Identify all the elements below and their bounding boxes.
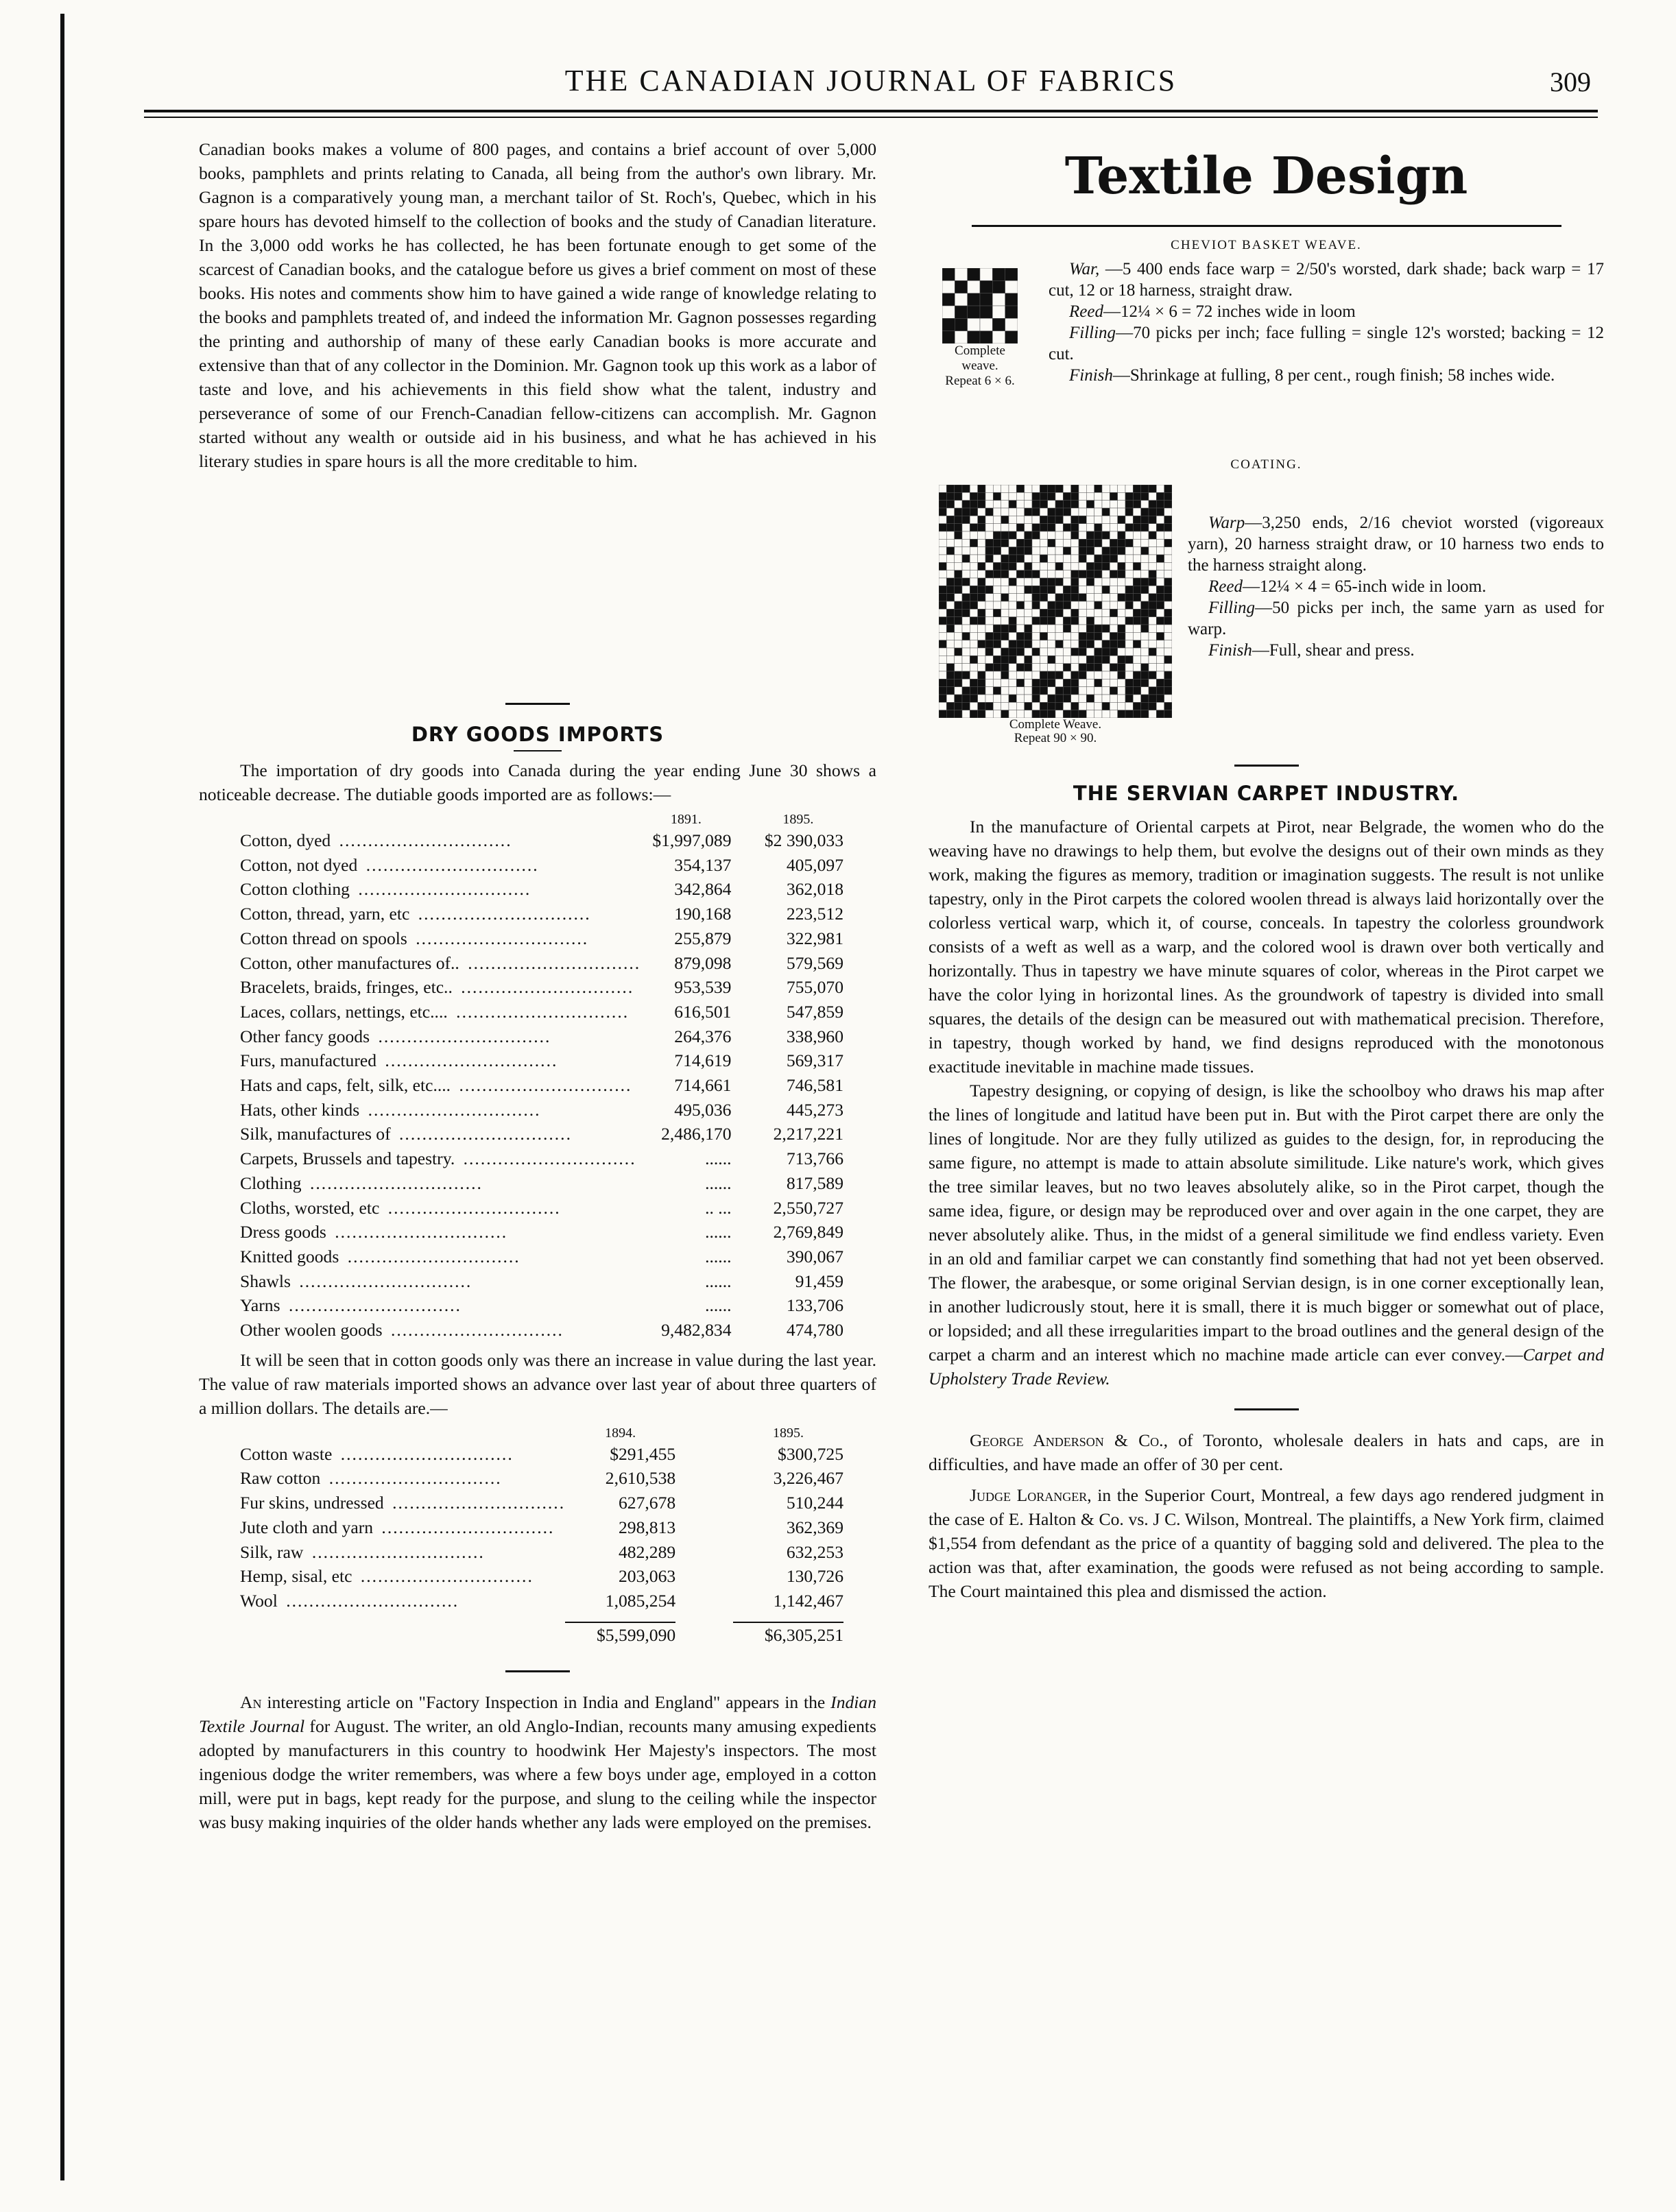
table-row bbox=[240, 1564, 843, 1589]
table-row bbox=[240, 1024, 843, 1049]
table-row bbox=[240, 1293, 843, 1318]
coating-weave-icon bbox=[939, 485, 1172, 718]
spec-line bbox=[1049, 301, 1604, 322]
anderson-paragraph bbox=[929, 1428, 1604, 1476]
table-row bbox=[240, 1318, 843, 1343]
table-row bbox=[240, 1196, 843, 1221]
table-row bbox=[240, 1540, 843, 1565]
table-item bbox=[240, 902, 641, 926]
table-value: 322,981 bbox=[786, 928, 843, 948]
table-row bbox=[240, 1466, 843, 1491]
spec-text: —50 picks per inch, the same yarn as used for warp. bbox=[1188, 599, 1604, 638]
table-row bbox=[240, 1000, 843, 1024]
table-item bbox=[240, 828, 641, 853]
year-header: 1895. bbox=[782, 812, 814, 827]
page-binding-edge bbox=[60, 14, 64, 2180]
spec-line bbox=[1188, 597, 1604, 640]
item-label: Hats and caps, felt, silk, etc.... bbox=[240, 1075, 453, 1095]
cheviot-heading: CHEVIOT BASKET WEAVE. bbox=[1171, 238, 1362, 252]
table-value: 755,070 bbox=[786, 977, 843, 998]
table-year-row bbox=[240, 810, 843, 828]
spec-label: Filling bbox=[1208, 599, 1256, 617]
dry-goods-table bbox=[240, 810, 843, 1343]
item-label: Cotton, not dyed bbox=[240, 855, 360, 875]
anderson-lead: George Anderson & Co. bbox=[970, 1430, 1164, 1450]
item-label: Other woolen goods bbox=[240, 1320, 385, 1340]
table-row bbox=[240, 926, 843, 951]
table-value: 3,226,467 bbox=[773, 1468, 843, 1489]
table-value: .. ... bbox=[705, 1197, 732, 1218]
table-value: 569,317 bbox=[786, 1050, 843, 1071]
spec-text: —70 picks per inch; face fulling = single 12's worsted; backing = 12 cut. bbox=[1049, 324, 1604, 363]
table-row bbox=[240, 853, 843, 878]
table-item bbox=[240, 1491, 565, 1515]
dot-leader: .............................. bbox=[372, 1026, 551, 1046]
header-rule-thin bbox=[144, 117, 1598, 118]
item-label: Hats, other kinds bbox=[240, 1100, 362, 1120]
spec-text: —12¼ × 4 = 65-inch wide in loom. bbox=[1242, 577, 1487, 596]
dot-leader: .............................. bbox=[462, 952, 641, 973]
table-item bbox=[240, 1589, 565, 1613]
spec-text: —3,250 ends, 2/16 cheviot worsted (vigoreaux yarn), 20 harness straight draw, or 10 harness two ends to the harness straight along. bbox=[1188, 514, 1604, 575]
caption-line: Repeat 90 × 90. bbox=[1014, 731, 1097, 745]
table-value: 354,137 bbox=[674, 854, 732, 875]
total-1894: $5,599,090 bbox=[565, 1622, 675, 1648]
table-value: 130,726 bbox=[786, 1566, 843, 1587]
loranger-lead: Judge Loranger bbox=[970, 1485, 1088, 1505]
spec-line bbox=[1188, 512, 1604, 576]
right-column bbox=[929, 137, 1604, 1603]
cheviot-caption bbox=[929, 344, 1031, 389]
dot-leader: .............................. bbox=[455, 977, 634, 998]
table-value: 495,036 bbox=[674, 1099, 732, 1120]
caption-line: Complete bbox=[955, 344, 1005, 358]
year-header: 1891. bbox=[670, 812, 702, 827]
table-item bbox=[240, 1220, 641, 1245]
table-value: 953,539 bbox=[674, 977, 732, 998]
dry-goods-intro: The importation of dry goods into Canada during the year ending June 30 shows a noticeable decrease. The dutiable goods imported are as follows:— bbox=[199, 760, 876, 804]
table-value: 474,780 bbox=[786, 1320, 843, 1341]
servian-text: Tapestry designing, or copying of design, is like the schoolboy who draws his map after the lines of longitude and latitud have been put in. But with the Pirot carpet there are only the lines of longitude. Nor are they fully utilized as guides to the design, for, in reproducing the same figure, no attempt is made to attain absolute similitude. Like nature's work, which gives the tree similar leaves, but no two leaves absolutely alike, so in the Pirot carpet, though the same idea, figure, or design may be reproduced over and over again in the one carpet, they are never absolutely alike. Thus, in the midst of a general similitude we find endless variety. Even in an old and familiar carpet we can constantly find something that had not yet been observed. The flower, the arabesque, or some original Servian design, is in one corner exceptionally lean, in another ludicrously stout, here it is small, there it is much bigger or somewhat out of place, or lopsided; and all these irregularities impart to the broad outlines and the general design of the carpet a charm and an interest which no machine made article can ever convey.— bbox=[929, 1081, 1604, 1365]
spec-label: Warp bbox=[1208, 514, 1245, 532]
table-item bbox=[240, 1466, 565, 1491]
table-row bbox=[240, 1073, 843, 1098]
intro-paragraph: Canadian books makes a volume of 800 pages, and contains a brief account of over 5,000 books, pamphlets and prints relating to Canada, all being from the author's own library. Mr. Gagnon is a comparatively young man, a merchant tailor of St. Roch's, Quebec, which in his spare hours has devoted himself to the collection of books and the study of Canadian literature. In the 3,000 odd works he has collected, he has been fortunate enough to get some of the scarcest of Canadian books, and the catalogue before us gives a brief comment on most of these books. His notes and comments show him to have gained a wide range of knowledge relating to the books and pamphlets treated of, and indeed the information Mr. Gagnon possesses regarding the printing and authorship of many of these early Canadian books is more accurate and extensive than that of any collector in the Dominion. Mr. Gagnon took up this work as a labor of taste and love, and his achievements in this field show what the talent, industry and perseverance of some of our French-Canadian fellow-citizens can accomplish. Mr. Gagnon started without any wealth or outside aid in his business, and what he has achieved in his literary studies in spare hours is all the more creditable to him. bbox=[199, 139, 876, 471]
item-label: Yarns bbox=[240, 1295, 283, 1315]
dot-leader: .............................. bbox=[306, 1541, 485, 1562]
table-value: 255,879 bbox=[674, 928, 732, 948]
coating-specs bbox=[1188, 512, 1604, 661]
table-value: ...... bbox=[705, 1222, 732, 1242]
spec-text: —Full, shear and press. bbox=[1252, 641, 1415, 660]
dot-leader: .............................. bbox=[283, 1295, 462, 1316]
servian-paragraph-2 bbox=[929, 1079, 1604, 1391]
table-value: 1,085,254 bbox=[605, 1590, 676, 1611]
servian-paragraph-1: In the manufacture of Oriental carpets at Pirot, near Belgrade, the women who do the weaving have no drawings to help them, but evolve the designs out of their own minds as they work, making the figures as memory, tradition or imagination suggests. The result is not unlike tapestry, only in the Pirot carpets the colored woolen thread is always laid horizontally over the colorless vertical warp, which it, of course, conceals. In tapestry the colorless groundwork consists of a weft as well as a warp, and the colored wool is drawn over both vertically and horizontally. Thus in tapestry we have minute squares of color, whereas in the Pirot carpet we have the color lying in horizontal lines. As the groundwork of tapestry is divided into small squares, the details of the design can be measured out with mathematical precision. Therefore, in tapestry, though worked by hand, we find designs reproduced with the monotonous exactitude inevitable in machine made tissues. bbox=[929, 817, 1604, 1077]
total-1895: $6,305,251 bbox=[733, 1622, 843, 1648]
dot-leader: .............................. bbox=[355, 1566, 534, 1587]
cheviot-specs bbox=[1049, 259, 1604, 386]
item-label: Clothing bbox=[240, 1173, 304, 1193]
journal-title: THE CANADIAN JOURNAL OF FABRICS bbox=[564, 64, 1177, 97]
dot-leader: .............................. bbox=[293, 1271, 472, 1291]
left-column bbox=[199, 137, 876, 1834]
cheviot-weave-icon bbox=[942, 268, 1018, 344]
item-label: Cotton, other manufactures of.. bbox=[240, 953, 462, 973]
page-header bbox=[144, 63, 1598, 104]
year-header: 1895. bbox=[772, 1425, 804, 1441]
table-row bbox=[240, 902, 843, 926]
coating-block bbox=[929, 485, 1604, 759]
loranger-text: , in the Superior Court, Montreal, a few days ago rendered judgment in the case of E. Halton & Co. vs. J C. Wilson, Montreal. The plaintiffs, a New York firm, claimed $1,554 from defendant as the price of a quantity of bagging sold and delivered. The plea to the action was that, after examination, the goods were refused as not being according to sample. The Court maintained this plea and dismissed the action. bbox=[929, 1485, 1604, 1601]
table-item bbox=[240, 1122, 641, 1146]
cheviot-block bbox=[929, 259, 1604, 457]
table-value: 713,766 bbox=[786, 1149, 843, 1169]
table-item bbox=[240, 1146, 641, 1171]
table-row bbox=[240, 1442, 843, 1467]
dot-leader: .............................. bbox=[412, 904, 591, 924]
dot-leader: .............................. bbox=[385, 1320, 564, 1341]
table-value: 190,168 bbox=[674, 904, 732, 924]
table-row bbox=[240, 951, 843, 976]
spec-label: Filling bbox=[1069, 324, 1116, 342]
dot-leader: .............................. bbox=[342, 1246, 520, 1266]
table-value: 362,369 bbox=[786, 1517, 843, 1537]
table-value: 714,661 bbox=[674, 1075, 732, 1096]
table-value: 2,610,538 bbox=[605, 1468, 676, 1489]
table-value: $1,997,089 bbox=[652, 830, 732, 850]
raw-materials-table bbox=[240, 1424, 843, 1648]
table-value: 714,619 bbox=[674, 1050, 732, 1071]
spec-label: Reed bbox=[1069, 302, 1103, 321]
caption-line: Complete Weave. bbox=[1009, 717, 1102, 732]
table-item bbox=[240, 1293, 641, 1318]
table-item bbox=[240, 975, 641, 1000]
table-value: ...... bbox=[705, 1246, 732, 1266]
table-item bbox=[240, 1245, 641, 1269]
spec-label: War, bbox=[1069, 260, 1100, 278]
caption-line: weave. bbox=[961, 359, 998, 373]
table-value: $300,725 bbox=[778, 1443, 843, 1464]
table-row bbox=[240, 975, 843, 1000]
item-label: Laces, collars, nettings, etc.... bbox=[240, 1002, 451, 1022]
year-header: 1894. bbox=[605, 1425, 636, 1441]
table-item bbox=[240, 1318, 641, 1343]
table-row bbox=[240, 1491, 843, 1515]
table-row bbox=[240, 1146, 843, 1171]
item-label: Cloths, worsted, etc bbox=[240, 1198, 382, 1218]
table-row bbox=[240, 1048, 843, 1073]
table-row bbox=[240, 1245, 843, 1269]
dot-leader: .............................. bbox=[393, 1124, 572, 1144]
table-value: $2 390,033 bbox=[764, 830, 843, 850]
textile-design-title: Textile Design bbox=[1064, 147, 1468, 206]
table-value: 510,244 bbox=[786, 1493, 843, 1513]
dot-leader: .............................. bbox=[328, 1222, 508, 1242]
middle-paragraph: It will be seen that in cotton goods only was there an increase in value during the last year. The value of raw materials imported shows an advance over last year of about three quarters of a million dollars. The details are.— bbox=[199, 1349, 876, 1418]
factory-text: for August. The writer, an old Anglo-Indian, recounts many amusing expedients adopted by manufacturers in this country to hoodwink Her Majesty's inspectors. The most ingenious dodge the writer remembers, was where a few boys under age, employed in a cotton mill, were put in bags, kept ready for the purpose, and slung to the ceiling while the inspector was busy making inquiries of the older hands whether any lads were employed on the premises. bbox=[199, 1716, 877, 1833]
table-row bbox=[240, 1589, 843, 1613]
item-label: Cotton, thread, yarn, etc bbox=[240, 904, 412, 924]
coating-caption bbox=[929, 718, 1182, 745]
table-item bbox=[240, 1515, 565, 1540]
dot-leader: .............................. bbox=[362, 1099, 541, 1120]
dot-leader: .............................. bbox=[323, 1468, 502, 1489]
spec-text: —12¼ × 6 = 72 inches wide in loom bbox=[1103, 302, 1356, 321]
dot-leader: .............................. bbox=[376, 1517, 555, 1537]
spec-line bbox=[1188, 576, 1604, 597]
item-label: Furs, manufactured bbox=[240, 1050, 379, 1070]
spec-line bbox=[1188, 640, 1604, 661]
table-item bbox=[240, 1540, 565, 1565]
table-item bbox=[240, 1564, 565, 1589]
dot-leader: .............................. bbox=[360, 854, 539, 875]
table-value: ...... bbox=[705, 1173, 732, 1193]
item-label: Jute cloth and yarn bbox=[240, 1517, 376, 1537]
table-row bbox=[240, 1220, 843, 1245]
item-label: Cotton clothing bbox=[240, 879, 352, 899]
item-label: Silk, raw bbox=[240, 1542, 306, 1562]
table-item bbox=[240, 951, 641, 976]
table-value: 547,859 bbox=[786, 1001, 843, 1022]
spec-label: Finish bbox=[1069, 366, 1113, 385]
table-value: 362,018 bbox=[786, 879, 843, 900]
dot-leader: .............................. bbox=[333, 830, 512, 850]
table-value: 627,678 bbox=[618, 1493, 676, 1513]
table-value: 445,273 bbox=[786, 1099, 843, 1120]
totals-row bbox=[240, 1622, 843, 1648]
table-value: 338,960 bbox=[786, 1026, 843, 1046]
dot-leader: .............................. bbox=[382, 1197, 561, 1218]
item-label: Wool bbox=[240, 1591, 280, 1611]
dot-leader: .............................. bbox=[453, 1075, 632, 1096]
item-label: Knitted goods bbox=[240, 1247, 342, 1266]
spec-text: —5 400 ends face warp = 2/50's worsted, dark shade; back warp = 17 cut, 12 or 18 harness, straight draw. bbox=[1049, 260, 1604, 300]
anderson-text: , of Toronto, wholesale dealers in hats and caps, are in difficulties, and have made an offer of 30 per cent. bbox=[929, 1430, 1604, 1474]
caption-line: Repeat 6 × 6. bbox=[945, 374, 1015, 388]
spec-text: —Shrinkage at fulling, 8 per cent., rough finish; 58 inches wide. bbox=[1112, 366, 1555, 385]
table-item bbox=[240, 1024, 641, 1049]
item-label: Cotton waste bbox=[240, 1444, 335, 1464]
item-label: Carpets, Brussels and tapestry. bbox=[240, 1149, 457, 1168]
table-row bbox=[240, 1098, 843, 1122]
table-value: 817,589 bbox=[786, 1173, 843, 1193]
table-value: 405,097 bbox=[786, 854, 843, 875]
table-value: 390,067 bbox=[786, 1246, 843, 1266]
table-value: 632,253 bbox=[786, 1541, 843, 1562]
item-label: Cotton, dyed bbox=[240, 830, 333, 850]
table-value: 298,813 bbox=[618, 1517, 676, 1537]
table-row bbox=[240, 1269, 843, 1294]
table-value: 2,550,727 bbox=[773, 1197, 843, 1218]
table-value: $291,455 bbox=[610, 1443, 676, 1464]
dot-leader: .............................. bbox=[379, 1050, 558, 1071]
table-item bbox=[240, 877, 641, 902]
servian-source: Carpet and Upholstery Trade Review. bbox=[929, 1345, 1604, 1388]
table-item bbox=[240, 853, 641, 878]
table-item bbox=[240, 1073, 641, 1098]
table-value: 342,864 bbox=[674, 879, 732, 900]
table-value: 2,769,849 bbox=[773, 1222, 843, 1242]
factory-lead: An bbox=[240, 1692, 262, 1713]
table-year-row bbox=[240, 1424, 843, 1442]
table-value: ...... bbox=[705, 1295, 732, 1316]
spec-line bbox=[1049, 259, 1604, 301]
table-value: 616,501 bbox=[674, 1001, 732, 1022]
item-label: Silk, manufactures of bbox=[240, 1124, 394, 1144]
spec-label: Finish bbox=[1208, 641, 1252, 660]
item-label: Dress goods bbox=[240, 1222, 329, 1242]
dot-leader: .............................. bbox=[409, 928, 589, 948]
table-item bbox=[240, 1048, 641, 1073]
loranger-paragraph bbox=[929, 1483, 1604, 1603]
table-item bbox=[240, 1269, 641, 1294]
table-value: 9,482,834 bbox=[661, 1320, 732, 1341]
dot-leader: .............................. bbox=[457, 1149, 636, 1169]
table-row bbox=[240, 828, 843, 853]
factory-inspection-paragraph bbox=[199, 1690, 876, 1834]
table-value: 2,486,170 bbox=[661, 1124, 732, 1144]
table-item bbox=[240, 1442, 565, 1467]
table-value: 223,512 bbox=[786, 904, 843, 924]
dot-leader: .............................. bbox=[386, 1493, 566, 1513]
dry-goods-heading: DRY GOODS IMPORTS bbox=[411, 723, 665, 746]
table-row bbox=[240, 1122, 843, 1146]
table-item bbox=[240, 1171, 641, 1196]
table-value: 133,706 bbox=[786, 1295, 843, 1316]
table-value: 203,063 bbox=[618, 1566, 676, 1587]
page-number: 309 bbox=[1550, 67, 1591, 97]
item-label: Raw cotton bbox=[240, 1468, 323, 1488]
dot-leader: .............................. bbox=[280, 1590, 459, 1611]
table-item bbox=[240, 926, 641, 951]
dot-leader: .............................. bbox=[352, 879, 531, 900]
table-value: ...... bbox=[705, 1149, 732, 1169]
item-label: Other fancy goods bbox=[240, 1026, 372, 1046]
table-item bbox=[240, 1196, 641, 1221]
table-row bbox=[240, 1171, 843, 1196]
table-value: 2,217,221 bbox=[773, 1124, 843, 1144]
dot-leader: .............................. bbox=[304, 1173, 483, 1193]
item-label: Bracelets, braids, fringes, etc.. bbox=[240, 977, 455, 997]
dot-leader: .............................. bbox=[335, 1443, 514, 1464]
table-value: 879,098 bbox=[674, 952, 732, 973]
table-value: 264,376 bbox=[674, 1026, 732, 1046]
spec-line bbox=[1049, 322, 1604, 365]
factory-text: interesting article on "Factory Inspection in India and England" appears in the bbox=[261, 1692, 831, 1713]
table-value: 482,289 bbox=[618, 1541, 676, 1562]
table-row bbox=[240, 877, 843, 902]
table-value: 579,569 bbox=[786, 952, 843, 973]
coating-heading: COATING. bbox=[1230, 457, 1302, 472]
item-label: Shawls bbox=[240, 1271, 294, 1291]
spec-label: Reed bbox=[1208, 577, 1243, 596]
item-label: Cotton thread on spools bbox=[240, 928, 410, 948]
table-item bbox=[240, 1000, 641, 1024]
table-value: 91,459 bbox=[795, 1271, 843, 1291]
journal-name: Indian Textile Journal bbox=[199, 1692, 876, 1737]
header-rule bbox=[144, 110, 1598, 112]
table-item bbox=[240, 1098, 641, 1122]
dot-leader: .............................. bbox=[450, 1001, 630, 1022]
spec-line bbox=[1049, 365, 1604, 386]
item-label: Fur skins, undressed bbox=[240, 1493, 387, 1513]
table-value: ...... bbox=[705, 1271, 732, 1291]
item-label: Hemp, sisal, etc bbox=[240, 1566, 355, 1586]
servian-heading: THE SERVIAN CARPET INDUSTRY. bbox=[1073, 782, 1460, 805]
table-value: 746,581 bbox=[786, 1075, 843, 1096]
table-value: 1,142,467 bbox=[773, 1590, 843, 1611]
table-row bbox=[240, 1515, 843, 1540]
